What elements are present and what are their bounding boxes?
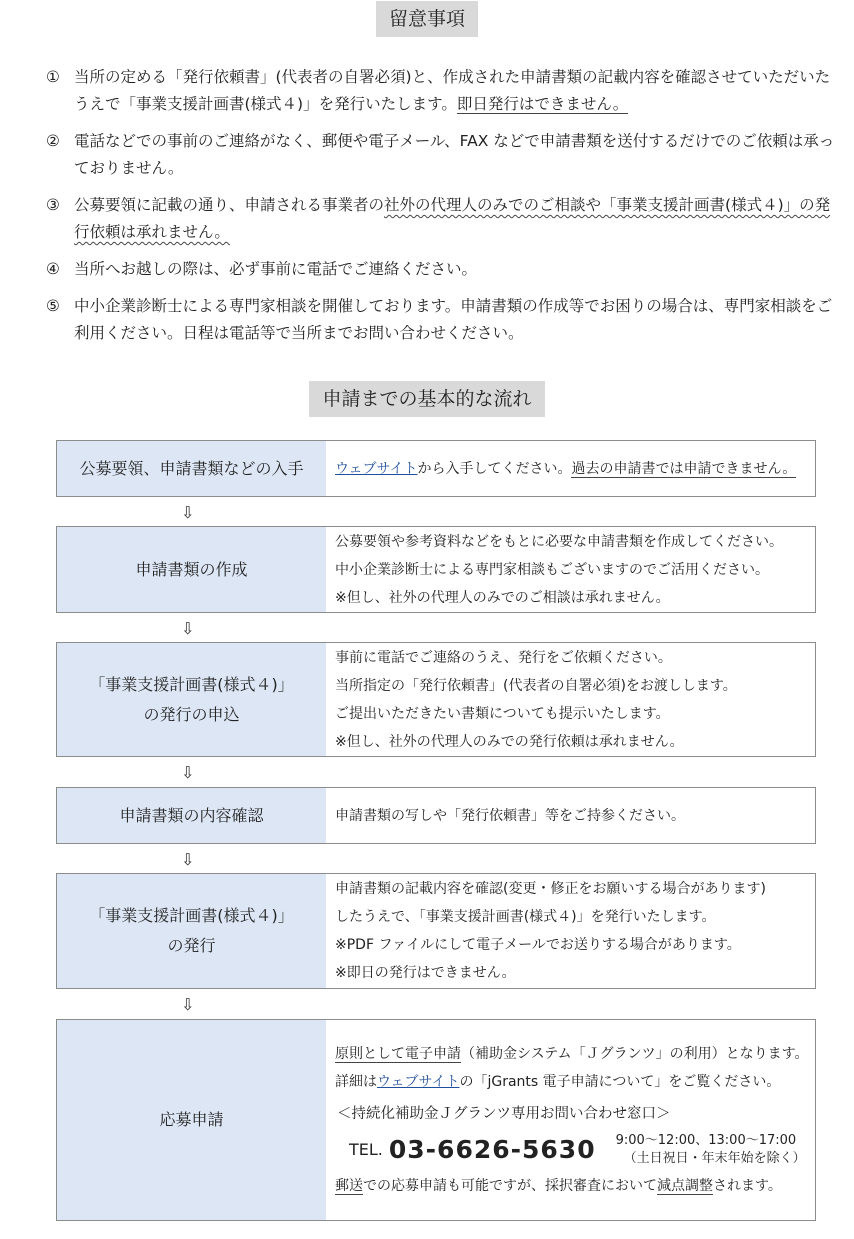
note-number: ① [46, 68, 60, 86]
note-item [46, 293, 836, 347]
description-line [335, 728, 805, 756]
text-run: 過去の申請書では申請できません。 [571, 460, 797, 477]
flow-step [56, 440, 816, 497]
description-line [335, 528, 805, 556]
note-item [46, 64, 836, 118]
description-line [335, 1068, 805, 1096]
text-run: 郵送 [335, 1178, 363, 1194]
business-hours-time: 9:00～12:00、13:00～17:00 [615, 1133, 797, 1148]
description-line [335, 959, 805, 987]
step-title-line: の発行の申込 [143, 704, 240, 724]
tel-number[interactable]: 03-6626-5630 [388, 1135, 596, 1164]
step-title-line: の発行 [167, 936, 216, 955]
note-item [46, 256, 836, 283]
text-run: ご提出いただきたい書類についても提示いたします。 [335, 705, 670, 722]
note-item [46, 192, 836, 246]
step-description [326, 1020, 815, 1220]
text-run: 当所指定の「発行依頼書」(代表者の自署必須)をお渡しします。 [335, 677, 737, 694]
description-footer [335, 1172, 805, 1200]
note-text [74, 260, 477, 278]
note-number: ③ [46, 196, 60, 214]
flow-step [56, 873, 816, 989]
text-run: 中小企業診断士による専門家相談を開催しております。申請書類の作成等でお困りの場合は、専門家相談をご利用ください。日程は電話等で当所までお問い合わせください。 [74, 297, 833, 342]
business-hours-note: （土日祝日・年末年始を除く） [623, 1151, 806, 1166]
notes-heading-label: 留意事項 [376, 1, 478, 37]
text-run: したうえで、「事業支援計画書(様式４)」を発行いたします。 [335, 909, 716, 925]
note-text [74, 297, 832, 342]
business-hours [616, 1132, 806, 1168]
description-line [335, 700, 805, 728]
flow-step [56, 642, 816, 757]
description-line [335, 875, 805, 903]
step-title [57, 643, 326, 756]
down-arrow-icon: ⇩ [181, 503, 195, 522]
step-description [326, 874, 815, 988]
text-run: 申請書類の記載内容を確認(変更・修正をお願いする場合があります) [335, 881, 766, 897]
text-run: 申請書類の写しや「発行依頼書」等をご持参ください。 [335, 807, 685, 824]
step-title-line: 申請書類の内容確認 [119, 805, 264, 825]
step-title-line: 「事業支援計画書(様式４)」 [89, 906, 294, 925]
description-line [335, 584, 805, 612]
text-run: ※即日の発行はできません。 [335, 965, 516, 981]
note-number: ⑤ [46, 297, 60, 315]
text-run: 当所へお越しの際は、必ず事前に電話でご連絡ください。 [74, 260, 478, 278]
down-arrow-icon: ⇩ [181, 850, 195, 869]
flow-step [56, 1019, 816, 1221]
description-line [335, 556, 805, 584]
flow-heading [0, 381, 854, 417]
text-run: されます。 [713, 1178, 782, 1194]
text-run: 調整 [685, 1178, 713, 1194]
contact-heading: ＜持続化補助金Ｊグランツ専用お問い合わせ窓口＞ [337, 1106, 671, 1122]
text-run: ※PDF ファイルにして電子メールでお送りする場合があります。 [335, 937, 741, 953]
down-arrow-icon: ⇩ [181, 619, 195, 638]
step-title-line: 申請書類の作成 [135, 559, 248, 579]
description-line [335, 455, 805, 483]
text-run: 電話などでの事前のご連絡がなく、郵便や電子メール、FAX などで申請書類を送付するだけでのご依頼は承っておりません。 [74, 132, 835, 177]
notes-heading [0, 1, 854, 37]
flow-step [56, 526, 816, 613]
step-title [57, 788, 326, 843]
note-text [74, 132, 834, 177]
step-title [57, 527, 326, 612]
step-description [326, 527, 815, 612]
note-item [46, 128, 836, 182]
text-run: （補助金システム「Ｊグランツ」の利用）となります。 [461, 1046, 809, 1062]
flow-heading-label: 申請までの基本的な流れ [309, 381, 544, 417]
step-description [326, 441, 815, 496]
text-run: 公募要領に記載の通り、申請される事業者の [74, 196, 385, 214]
text-run: の「jGrants 電子申請について」をご覧ください。 [459, 1074, 781, 1090]
text-run: 公募要領や参考資料などをもとに必要な申請書類を作成してください。 [335, 533, 783, 550]
text-run: での応募申請も可能ですが、採択審査において [363, 1178, 657, 1194]
step-description [326, 788, 815, 843]
text-run: 中小企業診断士による専門家相談もございますのでご活用ください。 [335, 561, 769, 578]
contact-tel-row [349, 1132, 805, 1168]
note-number: ② [46, 132, 60, 150]
text-run: から入手してください。 [417, 460, 572, 477]
description-line [335, 931, 805, 959]
website-link[interactable]: ウェブサイト [335, 460, 418, 477]
step-title-line: 公募要領、申請書類などの入手 [79, 458, 304, 478]
step-title [57, 441, 326, 496]
flow-step [56, 787, 816, 844]
note-number: ④ [46, 260, 60, 278]
text-run: 原則として電子申請 [335, 1046, 461, 1062]
description-line [335, 644, 805, 672]
step-title-line: 「事業支援計画書(様式４)」 [89, 674, 294, 694]
tel-label: TEL. [349, 1140, 383, 1159]
text-run: 詳細は [335, 1074, 377, 1090]
step-title-line: 応募申請 [159, 1110, 224, 1129]
description-line [335, 802, 805, 830]
step-title [57, 874, 326, 988]
down-arrow-icon: ⇩ [181, 995, 195, 1014]
text-run: ※但し、社外の代理人のみでの発行依頼は承れません。 [335, 733, 684, 750]
text-run: ※但し、社外の代理人のみでのご相談は承れません。 [335, 589, 670, 606]
website-link[interactable]: ウェブサイト [377, 1074, 460, 1090]
text-run: 当所の定める「発行依頼書」(代表者の自署必須)と、作成された申請書類の記載内容を確認させていただいたうえで「事業支援計画書(様式４)」を発行いたします。 [74, 68, 831, 113]
down-arrow-icon: ⇩ [181, 763, 195, 782]
note-text [74, 196, 830, 241]
description-line [335, 903, 805, 931]
step-title [57, 1020, 326, 1220]
notes-list [46, 64, 836, 357]
text-run: 即日発行はできません。 [456, 95, 629, 113]
text-run: 減点 [657, 1178, 685, 1194]
description-line [335, 1040, 809, 1068]
note-text [74, 68, 830, 114]
text-run: 社外の代理人のみでのご相談や「事業支援計画書(様式４)」の発行依頼は承れません。 [74, 196, 831, 241]
step-description [326, 643, 815, 756]
description-line [335, 672, 805, 700]
text-run: 事前に電話でご連絡のうえ、発行をご依頼ください。 [335, 649, 672, 666]
